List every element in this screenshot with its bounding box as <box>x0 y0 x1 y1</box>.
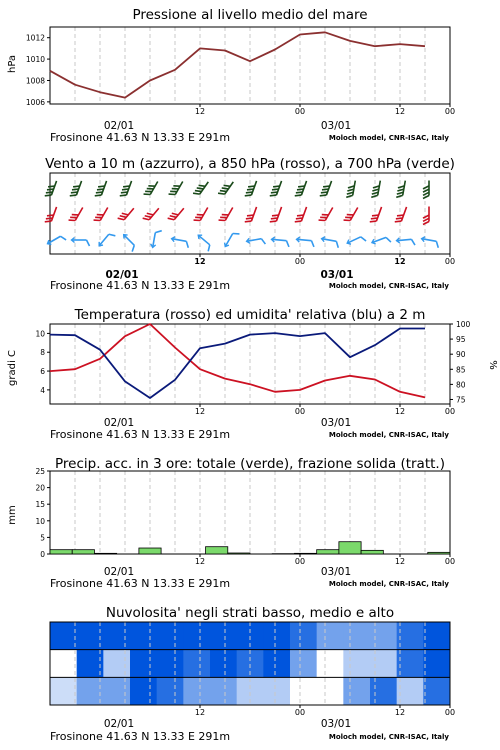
barb-staff <box>276 207 281 221</box>
y-tick-label: 20 <box>35 483 45 493</box>
wind-10m-barb <box>150 229 161 248</box>
x-tick-label: 12 <box>194 257 206 266</box>
wind-850-barb <box>245 205 257 224</box>
barb-staff <box>276 181 281 195</box>
barb-flag <box>109 232 116 238</box>
wind-700-barb <box>70 179 82 198</box>
cloud-cell <box>183 622 210 650</box>
wind-700-barb <box>320 179 332 198</box>
pressure-ylabel: hPa <box>7 54 18 74</box>
cloud-cell <box>183 677 210 705</box>
precip-bar <box>50 550 72 554</box>
cloud-cell <box>423 650 450 678</box>
x-tick-label: 12 <box>394 557 406 566</box>
x-tick-label: 00 <box>444 557 456 566</box>
barb-staff <box>353 181 356 196</box>
barb-flag <box>130 245 136 251</box>
barb-flag <box>87 240 90 246</box>
wind-10m-barb <box>119 233 138 252</box>
cloud-cell <box>157 622 184 650</box>
wind-10m-barb <box>46 233 66 249</box>
cloud-cell <box>317 622 344 650</box>
precip-bar <box>428 552 450 554</box>
x-tick-label: 00 <box>294 407 306 416</box>
barb-staff <box>150 182 158 195</box>
wind-10m-barb <box>346 233 366 248</box>
wind-source: Moloch model, CNR-ISAC, Italy <box>328 282 449 290</box>
pressure-title: Pressione al livello medio del mare <box>132 7 368 23</box>
wind-700-barb <box>295 179 307 198</box>
precip-bar <box>228 553 250 554</box>
wind-850-barb <box>69 205 83 224</box>
x-tick-label: 00 <box>294 107 306 116</box>
x-tick-label: 00 <box>444 257 456 266</box>
barb-staff <box>251 207 256 221</box>
humidity-line <box>50 329 425 399</box>
wind-10m-barb <box>396 237 415 247</box>
x-tick-label: 00 <box>294 257 306 266</box>
x-tick-label: 00 <box>444 407 456 416</box>
cloud-cell <box>130 622 157 650</box>
barb-staff <box>101 181 106 195</box>
cloud-cell <box>183 650 210 678</box>
barb-staff <box>51 181 56 195</box>
wind-10m-barb <box>194 233 213 251</box>
y-tick-label: 1012 <box>25 33 45 43</box>
barb-flag <box>261 238 265 244</box>
barb-flag <box>155 230 161 234</box>
wind-10m-barb <box>271 237 290 247</box>
x-tick-label: 12 <box>394 407 406 416</box>
cloud-cell <box>397 650 424 678</box>
cloud-cell <box>290 650 317 678</box>
pressure-source: Moloch model, CNR-ISAC, Italy <box>328 134 449 142</box>
pressure-date-2: 03/01 <box>320 120 352 132</box>
wind-10m-barb <box>421 236 440 247</box>
barb-flag <box>346 194 352 198</box>
y-tick-label: 5 <box>40 533 45 543</box>
wind-700-barb <box>270 179 282 198</box>
barb-flag <box>371 194 377 198</box>
barb-staff <box>225 208 233 221</box>
barb-flag <box>206 245 212 252</box>
wind-10m-barb <box>223 230 239 250</box>
y2-tick-label: 80 <box>456 380 466 390</box>
x-tick-label: 12 <box>194 107 206 116</box>
barb-staff <box>76 181 81 195</box>
barb-staff <box>350 208 358 221</box>
cloud-cell <box>423 677 450 705</box>
x-tick-label: 00 <box>444 708 456 717</box>
y-tick-label: 15 <box>35 500 45 510</box>
y-tick-label: 25 <box>35 467 45 476</box>
wind-location: Frosinone 41.63 N 13.33 E 291m <box>50 279 231 292</box>
wind-850-barb <box>45 205 57 224</box>
cloud-cell <box>423 622 450 650</box>
wind-850-barb <box>319 205 333 224</box>
wind-850-barb <box>344 205 358 224</box>
temp-title: Temperatura (rosso) ed umidita' relativa (blu) a 2 m <box>74 307 426 323</box>
y-tick-label: 1010 <box>25 55 45 65</box>
wind-10m-barb <box>371 234 391 248</box>
cloud-cell <box>50 677 77 705</box>
y2-tick-label: 100 <box>456 320 471 329</box>
x-tick-label: 12 <box>194 557 206 566</box>
cloud-cell <box>50 650 77 678</box>
cloud-location: Frosinone 41.63 N 13.33 E 291m <box>50 730 231 743</box>
wind-850-barb <box>295 205 307 224</box>
precip-bar <box>317 550 339 554</box>
x-tick-label: 00 <box>444 107 456 116</box>
cloud-cell <box>130 677 157 705</box>
cloud-cell <box>103 622 130 650</box>
temp-location: Frosinone 41.63 N 13.33 E 291m <box>50 428 231 441</box>
barb-staff <box>297 239 312 240</box>
temp-date-2: 03/01 <box>320 417 352 429</box>
wind-date-1: 02/01 <box>105 269 139 281</box>
precip-bar <box>72 550 94 554</box>
wind-700-barb <box>396 180 405 199</box>
barb-staff <box>225 234 233 247</box>
wind-850-barb <box>370 205 382 224</box>
wind-700-barb <box>144 179 158 198</box>
barb-flag <box>423 192 429 195</box>
cloud-cell <box>370 677 397 705</box>
cloud-cell <box>130 650 157 678</box>
wind-date-2: 03/01 <box>320 269 354 281</box>
y-tick-label: 6 <box>40 367 45 377</box>
wind-700-barb <box>193 178 208 196</box>
barb-flag <box>423 196 429 199</box>
precip-date-1: 02/01 <box>103 566 135 578</box>
wind-850-barb <box>143 204 159 222</box>
precip-ylabel: mm <box>7 505 18 525</box>
precip-title: Precip. acc. in 3 ore: totale (verde), frazione solida (tratt.) <box>55 456 445 472</box>
cloud-cell <box>370 622 397 650</box>
x-tick-label: 00 <box>294 708 306 717</box>
x-tick-label: 00 <box>294 557 306 566</box>
precip-location: Frosinone 41.63 N 13.33 E 291m <box>50 577 231 590</box>
cloud-cell <box>290 677 317 705</box>
barb-flag <box>435 241 439 247</box>
cloud-cell <box>263 650 290 678</box>
y-tick-label: 1008 <box>25 76 45 86</box>
wind-850-barb <box>168 204 184 222</box>
barb-staff <box>200 208 208 221</box>
cloud-cell <box>290 622 317 650</box>
cloud-cell <box>50 622 77 650</box>
wind-850-barb <box>219 205 233 224</box>
wind-850-barb <box>194 205 208 224</box>
barb-staff <box>326 181 331 195</box>
wind-plot <box>45 173 455 266</box>
barb-flag <box>185 241 189 247</box>
wind-700-barb <box>423 181 429 199</box>
cloud-date-1: 02/01 <box>103 718 135 730</box>
barb-flag <box>361 236 366 243</box>
wind-700-barb <box>95 179 107 198</box>
pressure-date-1: 02/01 <box>103 120 135 132</box>
cloud-cell <box>210 650 237 678</box>
wind-850-barb <box>94 205 108 224</box>
barb-staff <box>325 208 333 221</box>
cloud-plot <box>50 622 455 717</box>
cloud-cell <box>343 650 370 678</box>
cloud-cell <box>103 677 130 705</box>
barb-flag <box>335 241 339 247</box>
wind-700-barb <box>218 178 233 196</box>
y-tick-label: 8 <box>40 348 45 358</box>
wind-850-barb <box>423 207 429 225</box>
cloud-cell <box>317 650 344 678</box>
cloud-cell <box>263 622 290 650</box>
cloud-cell <box>157 650 184 678</box>
barb-staff <box>272 239 287 240</box>
cloud-cell <box>263 677 290 705</box>
wind-700-barb <box>245 179 257 198</box>
barb-staff <box>397 239 412 240</box>
wind-10m-barb <box>171 236 190 247</box>
precip-source: Moloch model, CNR-ISAC, Italy <box>328 580 449 588</box>
x-tick-label: 12 <box>394 257 406 266</box>
y-tick-label: 4 <box>40 385 45 395</box>
barb-flag <box>311 241 315 247</box>
precip-bar <box>94 553 116 554</box>
barb-staff <box>100 208 108 221</box>
barb-staff <box>175 182 183 195</box>
cloud-title: Nuvolosita' negli strati basso, medio e alto <box>105 605 395 621</box>
barb-flag <box>423 186 429 189</box>
barb-flag <box>423 218 429 221</box>
barb-flag <box>423 222 429 225</box>
wind-700-barb <box>45 179 57 198</box>
cloud-cell <box>397 677 424 705</box>
temp-humidity-plot <box>35 320 470 416</box>
cloud-cell <box>343 622 370 650</box>
wind-10m-barb <box>246 236 265 247</box>
cloud-cell <box>157 677 184 705</box>
y-tick-label: 10 <box>35 329 45 339</box>
barb-flag <box>423 189 429 192</box>
precip-bar <box>294 553 316 554</box>
barb-staff <box>126 181 131 195</box>
y2-tick-label: 75 <box>456 395 466 405</box>
barb-staff <box>251 181 256 195</box>
temp-date-1: 02/01 <box>103 417 135 429</box>
barb-staff <box>376 207 381 221</box>
wind-850-barb <box>395 205 407 224</box>
barb-flag <box>233 231 240 237</box>
precip-bar <box>139 548 161 554</box>
y-tick-label: 0 <box>40 550 45 559</box>
precip-bar <box>206 547 228 554</box>
cloud-cell <box>103 650 130 678</box>
pressure-location: Frosinone 41.63 N 13.33 E 291m <box>50 131 231 144</box>
barb-flag <box>423 215 429 218</box>
precip-date-2: 03/01 <box>320 566 352 578</box>
x-tick-label: 12 <box>194 407 206 416</box>
wind-700-barb <box>346 180 355 199</box>
cloud-cell <box>210 677 237 705</box>
y-tick-label: 1006 <box>25 97 45 107</box>
barb-staff <box>301 207 306 221</box>
y2-tick-label: 85 <box>456 365 466 375</box>
barb-flag <box>286 241 290 247</box>
temp-source: Moloch model, CNR-ISAC, Italy <box>328 431 449 439</box>
wind-700-barb <box>371 180 380 199</box>
cloud-cell <box>370 650 397 678</box>
barb-staff <box>401 207 406 221</box>
temperature-line <box>50 324 425 397</box>
wind-700-barb <box>120 179 132 198</box>
humidity-ylabel: % <box>487 360 498 370</box>
cloud-cell <box>210 622 237 650</box>
x-tick-label: 12 <box>394 708 406 717</box>
precip-bar <box>361 550 383 554</box>
cloud-cell <box>317 677 344 705</box>
barb-flag <box>386 236 391 243</box>
cloud-cell <box>343 677 370 705</box>
barb-staff <box>99 234 109 245</box>
barb-flag <box>396 194 402 198</box>
pressure-line <box>50 32 425 97</box>
barb-staff <box>301 181 306 195</box>
pressure-plot <box>26 27 455 116</box>
wind-title: Vento a 10 m (azzurro), a 850 hPa (rosso), a 700 hPa (verde) <box>45 156 455 172</box>
y2-tick-label: 90 <box>456 350 466 360</box>
wind-10m-barb <box>296 237 315 247</box>
wind-850-barb <box>270 205 282 224</box>
y-tick-label: 10 <box>35 516 45 526</box>
wind-10m-barb <box>321 236 340 247</box>
wind-10m-barb <box>72 238 90 247</box>
cloud-source: Moloch model, CNR-ISAC, Italy <box>328 733 449 741</box>
barb-flag <box>411 239 415 245</box>
barb-staff <box>378 181 381 196</box>
barb-staff <box>75 208 83 221</box>
x-tick-label: 12 <box>194 708 206 717</box>
x-tick-label: 12 <box>394 107 406 116</box>
barb-staff <box>48 236 61 244</box>
barb-staff <box>51 207 56 221</box>
barb-staff <box>403 181 406 196</box>
cloud-cell <box>397 622 424 650</box>
wind-700-barb <box>169 179 183 198</box>
barb-flag <box>60 235 66 242</box>
temp-ylabel: gradi C <box>7 350 18 386</box>
y2-tick-label: 95 <box>456 335 466 345</box>
precip-plot <box>35 467 455 566</box>
precip-bar <box>339 542 361 554</box>
cloud-date-2: 03/01 <box>320 718 352 730</box>
wind-850-barb <box>118 204 134 222</box>
